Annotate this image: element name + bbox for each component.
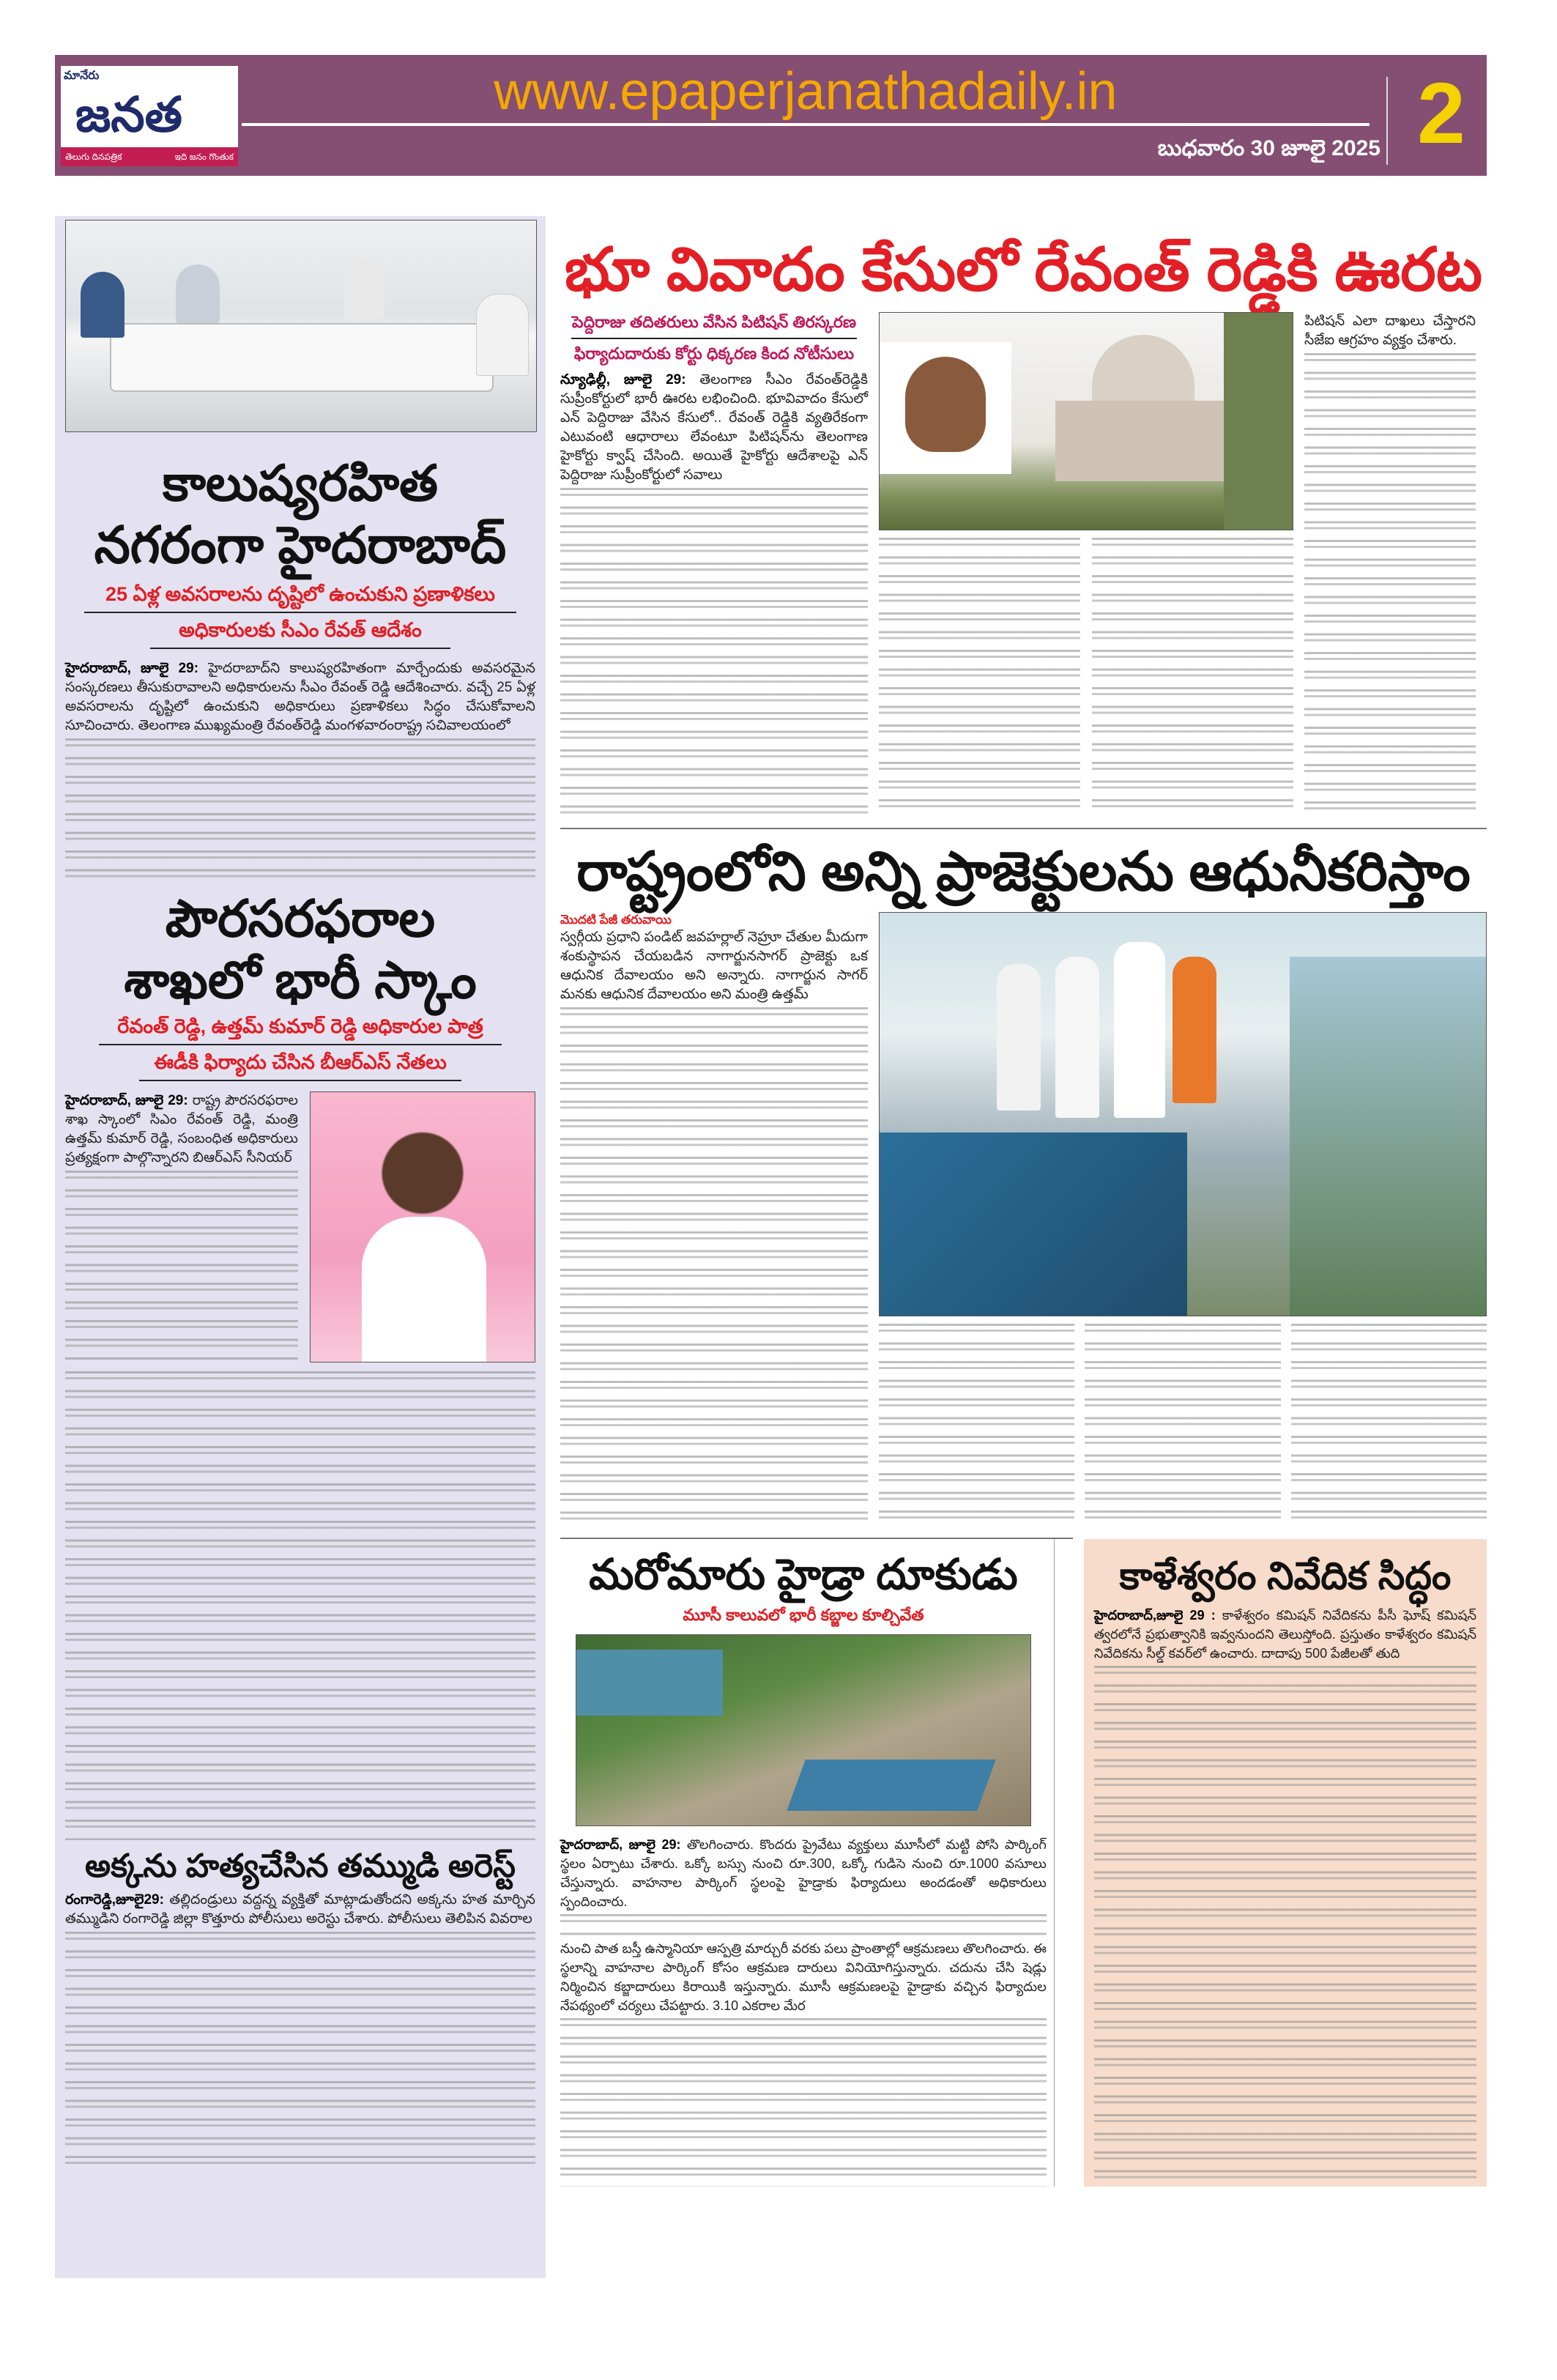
story-lead: హైదరాబాద్‌ని కాలుష్యరహితంగా మార్చేందుకు అవసరమైన సంస్కరణలు తీసుకురావాలని అధికారులను సీఎం రేవంత్ రెడ్డి ఆదేశించారు. వచ్చే 25 ఏళ్ల అవసరాలను దృష్టిలో ఉంచుకుని అధికారులు ప్రణాళికలు సిద్ధం చేసుకోవాలని సూచించారు. తెలంగాణ ముఖ్యమంత్రి రేవంత్‌రెడ్డి మంగళవారంరాష్ట్ర సచివాలయంలో [65,660,535,733]
header-vertical-divider [1386,77,1388,165]
story-body [560,1835,1047,1911]
story-body-continued [879,538,1080,818]
website-url[interactable]: www.epaperjanathadaily.in [494,62,1118,121]
dateline: హైదరాబాద్, జూలై 29: [65,660,199,676]
story-headline: అక్కను హత్యచేసిన తమ్ముడి అరెస్ట్ [84,1847,516,1884]
story-body-continued [1085,1324,1280,1527]
divider [571,338,857,339]
story-body-right: పిటిషన్ ఎలా దాఖలు చేస్తారని సీజేఐ ఆగ్రహం వ్యక్తం చేశారు. [1304,314,1476,349]
story-subheadline: ఈడీకి ఫిర్యాదు చేసిన బీఆర్ఎస్ నేతలు [154,1050,447,1073]
story-photo-column [879,912,1487,1527]
story-body-continued [1291,1324,1487,1527]
left-column [55,216,546,2278]
story-body-continued [560,2018,1047,2187]
story-body: స్వర్గీయ ప్రధాని పండిట్ జవహర్లాల్ నెహ్రూ చేతుల మీదుగా శంకుస్థాపన చేయబడిన నాగార్జునసాగర్ ప్రాజెక్టు ఒక ఆధునిక దేవాలయం అని అన్నారు. నాగార్జున సాగర్ మనకు ఆధునిక దేవాలయం అని మంత్రి ఉత్తమ్ [560,930,868,1003]
dateline: హైదరాబాద్, జూలై 29: [65,1092,188,1108]
logo-name: జనత [75,87,182,141]
story-body [65,1091,298,1168]
newspaper-logo [61,66,238,166]
story-body-column [65,1091,298,1363]
bottom-row [560,1539,1487,2187]
main-area [560,234,1487,2187]
demolition-photo [576,1634,1031,1826]
story-body-continued [1094,1666,1476,2180]
story-lead: తెలంగాణ సీఎం రేవంత్‌రెడ్డికి సుప్రీంకోర్టులో భారీ ఊరట లభించింది. భూవివాదం కేసులో ఎన్ పెద్దిరాజు వేసిన కేసులో.. రేవంత్ రెడ్డికి వ్యతిరేకంగా ఎటువంటి ఆధారాలు లేవంటూ పిటిషన్‌ను తెలంగాణ హైకోర్టు క్వాష్ చేసింది. అయితే హైకోర్టు ఆదేశాలపై ఎన్ పెద్దిరాజు సుప్రీంకోర్టులో సవాలు [560,371,868,483]
story-subheadline: ఫిర్యాదుదారుకు కోర్టు ధిక్కరణ కింద నోటీసులు [573,344,855,363]
story-body-continued [560,1914,1047,1936]
section-divider [560,828,1487,829]
story-body-continued [879,1324,1074,1527]
story-subheadline: మూసీ కాలువలో భారీ కబ్జాల కూల్చివేత [683,1605,924,1624]
story-text-columns [879,1324,1487,1527]
logo-prefix: మానేరు [64,70,100,82]
story-body-row [65,1091,535,1363]
story-row [560,912,1487,1527]
lead-story-row [560,312,1487,818]
logo-tagline-right: ఇది జనం గొంతుక [174,152,234,162]
story-body [65,659,535,735]
story-body-continued [65,1371,535,1840]
divider [84,612,516,613]
divider [150,648,450,649]
dateline: రంగారెడ్డి,జూలై29: [65,1891,164,1908]
story-lead: తొలగించారు. కొందరు ప్రైవేటు వ్యక్తులు మూసీలో మట్టి పోసి పార్కింగ్ స్థలం ఏర్పాటు చేశారు. ఒక్కో బస్సు నుంచి రూ.300, ఒక్కో గుడిసె నుంచి రూ.1000 వసూలు చేస్తున్నారు. వాహనాల పార్కింగ్ స్థలంపై హైడ్రాకు ఫిర్యాదులు అందడంతో అధికారులు స్పందించారు. [560,1837,1047,1910]
divider [139,1080,461,1081]
masthead [55,55,1487,176]
story-body-continued [1092,538,1293,818]
story-headline-line1: పౌరసరఫరాల [165,889,436,947]
nagarjunasagar-visit-photo [879,912,1487,1316]
story-lead: రాష్ట్ర పౌరసరఫరాల శాఖ స్కాంలో సిఎం రేవంత్ రెడ్డి, మంత్రి ఉత్తమ్ కుమార్ రెడ్డి, సంబంధిత అధికారులు ప్రత్యక్షంగా పాల్గొన్నారని బిఆర్ఎస్ సీనియర్ [65,1092,298,1165]
supreme-court-photo [879,312,1293,530]
story-subheadline: 25 ఏళ్ల అవసరాలను దృష్టిలో ఉంచుకుని ప్రణాళికలు [105,582,496,605]
divider [99,1044,502,1045]
story-lead: కాళేశ్వరం కమిషన్ నివేదికను పీసీ ఘోష్ కమిషన్ త్వరలోనే ప్రభుత్వానికి ఇవ్వనుందని తెలుస్తోంది. ప్రస్తుతం కాళేశ్వరం కమిషన్ నివేదికను సీల్డ్ కవర్‌లో ఉంచారు. దాదాపు 500 పేజీలతో తుది [1093,1607,1476,1661]
story-body [65,1891,535,1929]
dateline: హైదరాబాద్, జూలై 29: [560,1837,681,1853]
story-column [560,912,868,1527]
story-body-continued [560,1007,868,1527]
story-subheadline: పెద్దిరాజు తదితరులు వేసిన పిటిషన్ తిరస్కరణ [571,313,857,332]
lead-story-photo-column [879,312,1293,818]
story-body-continued [65,1932,535,2173]
brs-leader-photo [310,1091,535,1363]
story-lead: తల్లిదండ్రులు వద్దన్న వ్యక్తితో మాట్లాడుతోందని అక్కను హత మార్చిన తమ్ముడిని రంగారెడ్డి జిల్లా కొత్తూరు పోలీసులు అరెస్టు చేశారు. పోలీసులు తెలిపిన వివరాల [65,1891,535,1927]
story-body-continued [65,738,535,878]
lead-story-text-columns [879,538,1293,818]
story-headline: రాష్ట్రంలోని అన్ని ప్రాజెక్టులను ఆధునీకరిస్తాం [576,841,1471,902]
story-headline: కాళేశ్వరం నివేదిక సిద్ధం [1119,1555,1452,1598]
page-number: 2 [1417,65,1465,162]
dateline: హైదరాబాద్,జూలై 29 : [1093,1607,1216,1623]
lead-story-right-column [1304,312,1476,818]
logo-strip [61,147,238,166]
lead-story-headline: భూ వివాదం కేసులో రేవంత్ రెడ్డికి ఊరట [564,237,1483,303]
dateline: న్యూఢిల్లీ, జూలై 29: [560,371,686,388]
continued-from-label: మొదటి పేజీ తరువాయి [560,913,672,927]
hydra-story [560,1539,1055,2187]
issue-date: బుధవారం 30 జూలై 2025 [1157,136,1381,160]
story-headline: మరోమారు హైడ్రా దూకుడు [589,1551,1018,1599]
story-body-continued [65,1171,298,1363]
logo-tagline-left: తెలుగు దినపత్రిక [65,152,122,162]
story-body-continued [560,488,868,818]
story-body [560,371,868,485]
story-body-continued [1304,353,1476,818]
header-divider [242,123,1370,126]
kaleshwaram-box [1084,1539,1487,2187]
story-headline-line1: కాలుష్యరహిత [162,456,439,511]
story-body: నుంచి పాత బస్తీ ఉస్మానియా ఆస్పత్రి మార్చురీ వరకు పలు ప్రాంతాల్లో ఆక్రమణలు తొలగించారు. ఈ స్థలాన్ని వాహనాల పార్కింగ్ కోసం ఆక్రమణ దారులు వినియోగిస్తున్నారు. చదును చేసి షెడ్లు నిర్మించిన కబ్జాదారులు కిరాయికి ఇస్తున్నారు. మూసీ ఆక్రమణలపై హైడ్రాకు వచ్చిన ఫిర్యాదుల నేపథ్యంలో చర్యలు చేపట్టారు. 3.10 ఎకరాల మేర [560,1941,1047,2014]
story-subheadline: అధికారులకు సీఎం రేవత్ ఆదేశం [179,618,422,641]
meeting-photo [65,220,537,432]
story-body [1094,1606,1476,1663]
story-headline-line2: నగరంగా హైదరాబాద్ [94,516,507,574]
story-subheadline: రేవంత్ రెడ్డి, ఉత్తమ్ కుమార్ రెడ్డి అధికారుల పాత్ర [117,1015,483,1037]
story-headline-line2: శాఖలో భారీ స్కాం [124,951,477,1009]
lead-story-column [560,312,868,818]
